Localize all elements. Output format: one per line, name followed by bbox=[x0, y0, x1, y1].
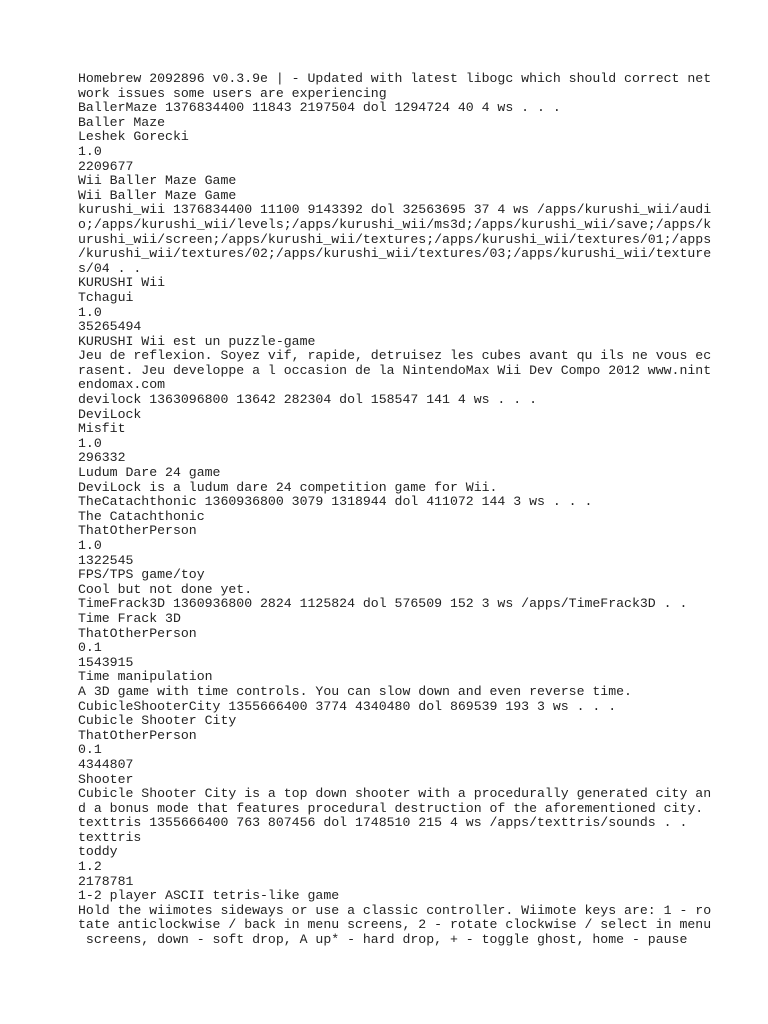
text-line: Baller Maze bbox=[78, 114, 166, 130]
text-line: KURUSHI Wii est un puzzle-game bbox=[78, 333, 316, 349]
text-line: Hold the wiimotes sideways or use a classic controller. Wiimote keys are: 1 - ro bbox=[78, 902, 712, 918]
text-line: toddy bbox=[78, 844, 118, 860]
text-line: DeviLock is a ludum dare 24 competition game for Wii. bbox=[78, 479, 498, 495]
text-line: screens, down - soft drop, A up* - hard drop, + - toggle ghost, home - pause bbox=[78, 932, 688, 948]
text-line: o;/apps/kurushi_wii/levels;/apps/kurushi_wii/ms3d;/apps/kurushi_wii/save;/apps/k bbox=[78, 216, 712, 232]
text-line: urushi_wii/screen;/apps/kurushi_wii/textures;/apps/kurushi_wii/textures/01;/apps bbox=[78, 231, 712, 247]
text-line: 4344807 bbox=[78, 756, 134, 772]
text-line: BallerMaze 1376834400 11843 2197504 dol 1294724 40 4 ws . . . bbox=[78, 100, 561, 116]
text-line: TheCatachthonic 1360936800 3079 1318944 dol 411072 144 3 ws . . . bbox=[78, 494, 593, 510]
text-line: KURUSHI Wii bbox=[78, 275, 166, 291]
text-line: 1-2 player ASCII tetris-like game bbox=[78, 888, 340, 904]
text-line: Misfit bbox=[78, 421, 126, 437]
text-line: 1.0 bbox=[78, 538, 102, 553]
text-line: 1.2 bbox=[78, 859, 102, 875]
text-line: Homebrew 2092896 v0.3.9e | - Updated with latest libogc which should correct net bbox=[78, 71, 712, 86]
text-line: Time manipulation bbox=[78, 669, 213, 685]
text-line: TimeFrack3D 1360936800 2824 1125824 dol 576509 152 3 ws /apps/TimeFrack3D . . bbox=[78, 596, 688, 612]
document-text-body bbox=[78, 72, 718, 948]
text-line: Cubicle Shooter City is a top down shooter with a procedurally generated city an bbox=[78, 786, 712, 802]
text-line: 1322545 bbox=[78, 552, 134, 568]
text-line: 296332 bbox=[78, 450, 126, 466]
text-line: work issues some users are experiencing bbox=[78, 85, 387, 101]
text-line: /kurushi_wii/textures/02;/apps/kurushi_wii/textures/03;/apps/kurushi_wii/texture bbox=[78, 246, 712, 262]
text-line: Ludum Dare 24 game bbox=[78, 465, 221, 481]
text-line: d a bonus mode that features procedural destruction of the aforementioned city. bbox=[78, 800, 704, 816]
text-line: Wii Baller Maze Game bbox=[78, 187, 237, 203]
text-line: kurushi_wii 1376834400 11100 9143392 dol 32563695 37 4 ws /apps/kurushi_wii/audi bbox=[78, 202, 712, 218]
text-line: texttris 1355666400 763 807456 dol 1748510 215 4 ws /apps/texttris/sounds . . bbox=[78, 815, 688, 831]
text-line: 1.0 bbox=[78, 143, 102, 159]
text-line: ThatOtherPerson bbox=[78, 625, 197, 641]
text-line: texttris bbox=[78, 829, 142, 845]
text-line: endomax.com bbox=[78, 377, 166, 393]
text-line: Shooter bbox=[78, 771, 134, 787]
text-line: Time Frack 3D bbox=[78, 610, 181, 626]
text-line: 35265494 bbox=[78, 319, 142, 335]
text-line: 1543915 bbox=[78, 654, 134, 670]
text-line: ThatOtherPerson bbox=[78, 727, 197, 743]
text-line: devilock 1363096800 13642 282304 dol 158547 141 4 ws . . . bbox=[78, 392, 537, 408]
text-line: rasent. Jeu developpe a l occasion de la NintendoMax Wii Dev Compo 2012 www.nint bbox=[78, 362, 712, 378]
text-line: CubicleShooterCity 1355666400 3774 4340480 dol 869539 193 3 ws . . . bbox=[78, 698, 617, 714]
text-line: 0.1 bbox=[78, 742, 102, 758]
text-line: Wii Baller Maze Game bbox=[78, 173, 237, 189]
text-line: FPS/TPS game/toy bbox=[78, 567, 205, 583]
text-line: 0.1 bbox=[78, 640, 102, 656]
text-line: s/04 . . bbox=[78, 260, 142, 276]
text-line: 1.0 bbox=[78, 304, 102, 320]
text-line: A 3D game with time controls. You can slow down and even reverse time. bbox=[78, 683, 632, 699]
text-line: The Catachthonic bbox=[78, 508, 205, 524]
text-line: Jeu de reflexion. Soyez vif, rapide, detruisez les cubes avant qu ils ne vous ec bbox=[78, 348, 712, 364]
text-line: 2209677 bbox=[78, 158, 134, 174]
text-line: 1.0 bbox=[78, 435, 102, 451]
text-line: Leshek Gorecki bbox=[78, 129, 189, 145]
text-line: Cubicle Shooter City bbox=[78, 713, 237, 729]
text-line: ThatOtherPerson bbox=[78, 523, 197, 539]
text-line: Cool but not done yet. bbox=[78, 581, 253, 597]
text-line: tate anticlockwise / back in menu screens, 2 - rotate clockwise / select in menu bbox=[78, 917, 712, 933]
text-line: 2178781 bbox=[78, 873, 134, 889]
text-line: DeviLock bbox=[78, 406, 142, 422]
text-line: Tchagui bbox=[78, 289, 134, 305]
